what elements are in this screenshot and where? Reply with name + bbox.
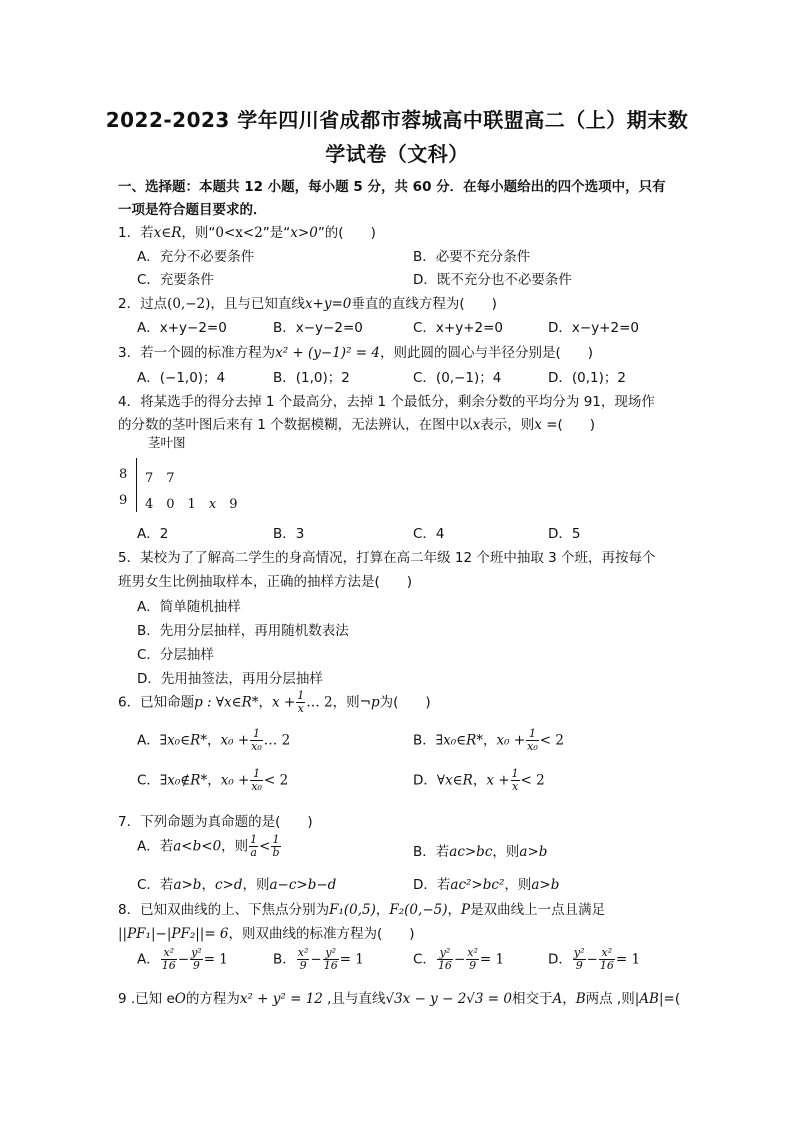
question-5-option-c: C．分层抽样 bbox=[137, 647, 214, 663]
question-2-option-a: A．x+y−2=0 bbox=[137, 320, 227, 336]
question-3-option-b: B．(1,0)；2 bbox=[273, 370, 350, 386]
question-6-option-d: D．∀x∈R，x + $\frac{1}{x}$ < 2 bbox=[413, 767, 545, 793]
question-3-stem: 3．若一个圆的标准方程为x² + (y−1)² = 4，则此圆的圆心与半径分别是( ) bbox=[118, 345, 594, 361]
question-5-stem-line1: 5．某校为了了解高二学生的身高情况，打算在高二年级 12 个班中抽取 3 个班，再按每个 bbox=[118, 550, 656, 566]
question-5-option-a: A．简单随机抽样 bbox=[137, 599, 241, 615]
question-6-option-a: A．∃x₀∈R*，x₀ + $\frac{1}{\text{x₀}}$ … 2 bbox=[137, 727, 291, 753]
stem-leaf-row-1-stem: 8 bbox=[119, 467, 128, 482]
stem-leaf-row-2-leaves: 4 0 1 x 9 bbox=[145, 497, 238, 512]
question-4-option-c: C．4 bbox=[413, 526, 445, 542]
question-1-option-b: B．必要不充分条件 bbox=[413, 249, 531, 265]
question-9-stem: 9 .已知 eO的方程为x² + y² = 12 ,且与直线√3x − y − 2√3 = 0相交于A，B两点 ,则|AB|=( bbox=[118, 991, 681, 1007]
question-4-option-a: A．2 bbox=[137, 526, 169, 542]
question-6-stem: 6．已知命题p : ∀x∈R*，x + $\frac{1}{x}$ … 2，则¬p为( ) bbox=[118, 689, 431, 715]
question-1-stem: 1．若x∈R，则“0<x<2”是“x>0”的( ) bbox=[118, 225, 376, 241]
question-7-option-a: A．若a<b<0，则 $\frac{1}{a}$ < $\frac{1}{b}$ bbox=[137, 833, 280, 859]
question-5-option-b: B．先用分层抽样，再用随机数表法 bbox=[137, 623, 349, 639]
question-4-stem-line2: 的分数的茎叶图后来有 1 个数据模糊，无法辨认，在图中以x表示，则x =( ) bbox=[118, 417, 596, 433]
question-1-option-d: D．既不充分也不必要条件 bbox=[413, 272, 572, 288]
question-8-option-d: D． $\frac{\text{y²}}{9}$ − $\frac{\text{x²}}{16}$ = 1 bbox=[548, 946, 641, 972]
question-7-stem: 7．下列命题为真命题的是( ) bbox=[118, 814, 313, 830]
page-title-line2: 学试卷（文科） bbox=[325, 142, 469, 166]
section-header-line1: 一、选择题：本题共 12 小题，每小题 5 分，共 60 分．在每小题给出的四个选项中，只有 bbox=[118, 179, 666, 195]
question-4-option-d: D．5 bbox=[548, 526, 581, 542]
question-8-option-b: B． $\frac{\text{x²}}{9}$ − $\frac{\text{y²}}{16}$ = 1 bbox=[273, 946, 364, 972]
page-title-line1: 2022-2023 学年四川省成都市蓉城高中联盟高二（上）期末数 bbox=[105, 108, 689, 132]
stem-leaf-title: 茎叶图 bbox=[148, 435, 186, 450]
question-7-option-b: B．若ac>bc，则a>b bbox=[413, 844, 548, 860]
question-4-option-b: B．3 bbox=[273, 526, 305, 542]
question-2-option-c: C．x+y+2=0 bbox=[413, 320, 504, 336]
question-8-option-c: C． $\frac{\text{y²}}{16}$ − $\frac{\text{x²}}{9}$ = 1 bbox=[413, 946, 505, 972]
section-header-line2: 一项是符合题目要求的． bbox=[118, 202, 267, 218]
stem-leaf-row-1-leaves: 7 7 bbox=[145, 471, 175, 486]
question-6-option-c: C．∃x₀∉R*，x₀ + $\frac{1}{\text{x₀}}$ < 2 bbox=[137, 767, 289, 793]
question-6-option-b: B．∃x₀∈R*，x₀ + $\frac{1}{\text{x₀}}$ < 2 bbox=[413, 727, 564, 753]
question-7-option-d: D．若ac²>bc²，则a>b bbox=[413, 877, 560, 893]
question-8-stem-line1: 8．已知双曲线的上、下焦点分别为F₁(0,5)，F₂(0,−5)，P是双曲线上一点且满足 bbox=[118, 902, 606, 918]
stem-leaf-row-2-stem: 9 bbox=[119, 493, 128, 508]
question-3-option-c: C．(0,−1)；4 bbox=[413, 370, 502, 386]
question-8-stem-line2: ||PF₁|−|PF₂||= 6，则双曲线的标准方程为( ) bbox=[118, 926, 415, 942]
question-5-stem-line2: 班男女生比例抽取样本，正确的抽样方法是( ) bbox=[118, 574, 413, 590]
question-7-option-c: C．若a>b，c>d，则a−c>b−d bbox=[137, 877, 337, 893]
question-1-option-c: C．充要条件 bbox=[137, 272, 214, 288]
question-5-option-d: D．先用抽签法，再用分层抽样 bbox=[137, 671, 323, 687]
question-8-option-a: A． $\frac{\text{x²}}{16}$ − $\frac{\text{y²}}{9}$ = 1 bbox=[137, 946, 228, 972]
question-3-option-d: D．(0,1)；2 bbox=[548, 370, 626, 386]
question-2-option-b: B．x−y−2=0 bbox=[273, 320, 363, 336]
stem-leaf-divider bbox=[136, 458, 137, 512]
question-1-option-a: A．充分不必要条件 bbox=[137, 249, 255, 265]
question-3-option-a: A．(−1,0)；4 bbox=[137, 370, 226, 386]
question-2-stem: 2．过点(0,−2)，且与已知直线x+y=0垂直的直线方程为( ) bbox=[118, 296, 497, 312]
question-2-option-d: D．x−y+2=0 bbox=[548, 320, 639, 336]
question-4-stem-line1: 4．将某选手的得分去掉 1 个最高分，去掉 1 个最低分，剩余分数的平均分为 91，现场作 bbox=[118, 394, 655, 410]
